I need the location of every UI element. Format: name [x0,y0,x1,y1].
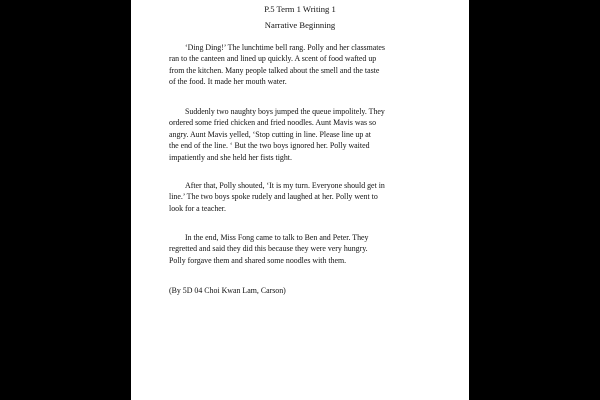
paragraph-line: line.’ The two boys spoke rudely and laughed at her. Polly went to [169,192,378,202]
paragraph-line: Polly forgave them and shared some noodles with them. [169,255,347,265]
paragraph-line: look for a teacher. [169,203,226,213]
paragraph-line: ran to the canteen and lined up quickly. A scent of food wafted up [169,54,377,64]
document-page [131,0,469,400]
document-title: P.5 Term 1 Writing 1 [264,4,336,14]
paragraph-line: ‘Ding Ding!’ The lunchtime bell rang. Polly and her classmates [185,43,385,52]
paragraph-line: ordered some fried chicken and fried noodles. Aunt Mavis was so [169,118,377,128]
paragraph-line: angry. Aunt Mavis yelled, ‘Stop cutting in line. Please line up at [169,129,371,139]
paragraph-4 [169,232,465,266]
paragraph-line: After that, Polly shouted, ‘It is my turn. Everyone should get in [185,181,385,190]
byline-text: (By 5D 04 Choi Kwan Lam, Carson) [169,286,286,295]
paragraph-line: regretted and said they did this because they were very hungry. [169,244,368,254]
paragraph-line: impatiently and she held her fists tight. [169,152,292,162]
document-subtitle: Narrative Beginning [264,20,336,30]
paragraph-line: the end of the line. ‘ But the two boys ignored her. Polly waited [169,141,370,151]
byline [169,285,465,296]
paragraph-line: In the end, Miss Fong came to talk to Ben and Peter. They [185,233,369,242]
paragraph-line: of the food. It made her mouth water. [169,77,287,87]
paragraph-1 [169,42,465,88]
paragraph-line: Suddenly two naughty boys jumped the queue impolitely. They [185,107,385,116]
paragraph-3 [169,180,465,214]
paragraph-2 [169,106,465,163]
paragraph-line: from the kitchen. Many people talked about the smell and the taste [169,65,380,75]
